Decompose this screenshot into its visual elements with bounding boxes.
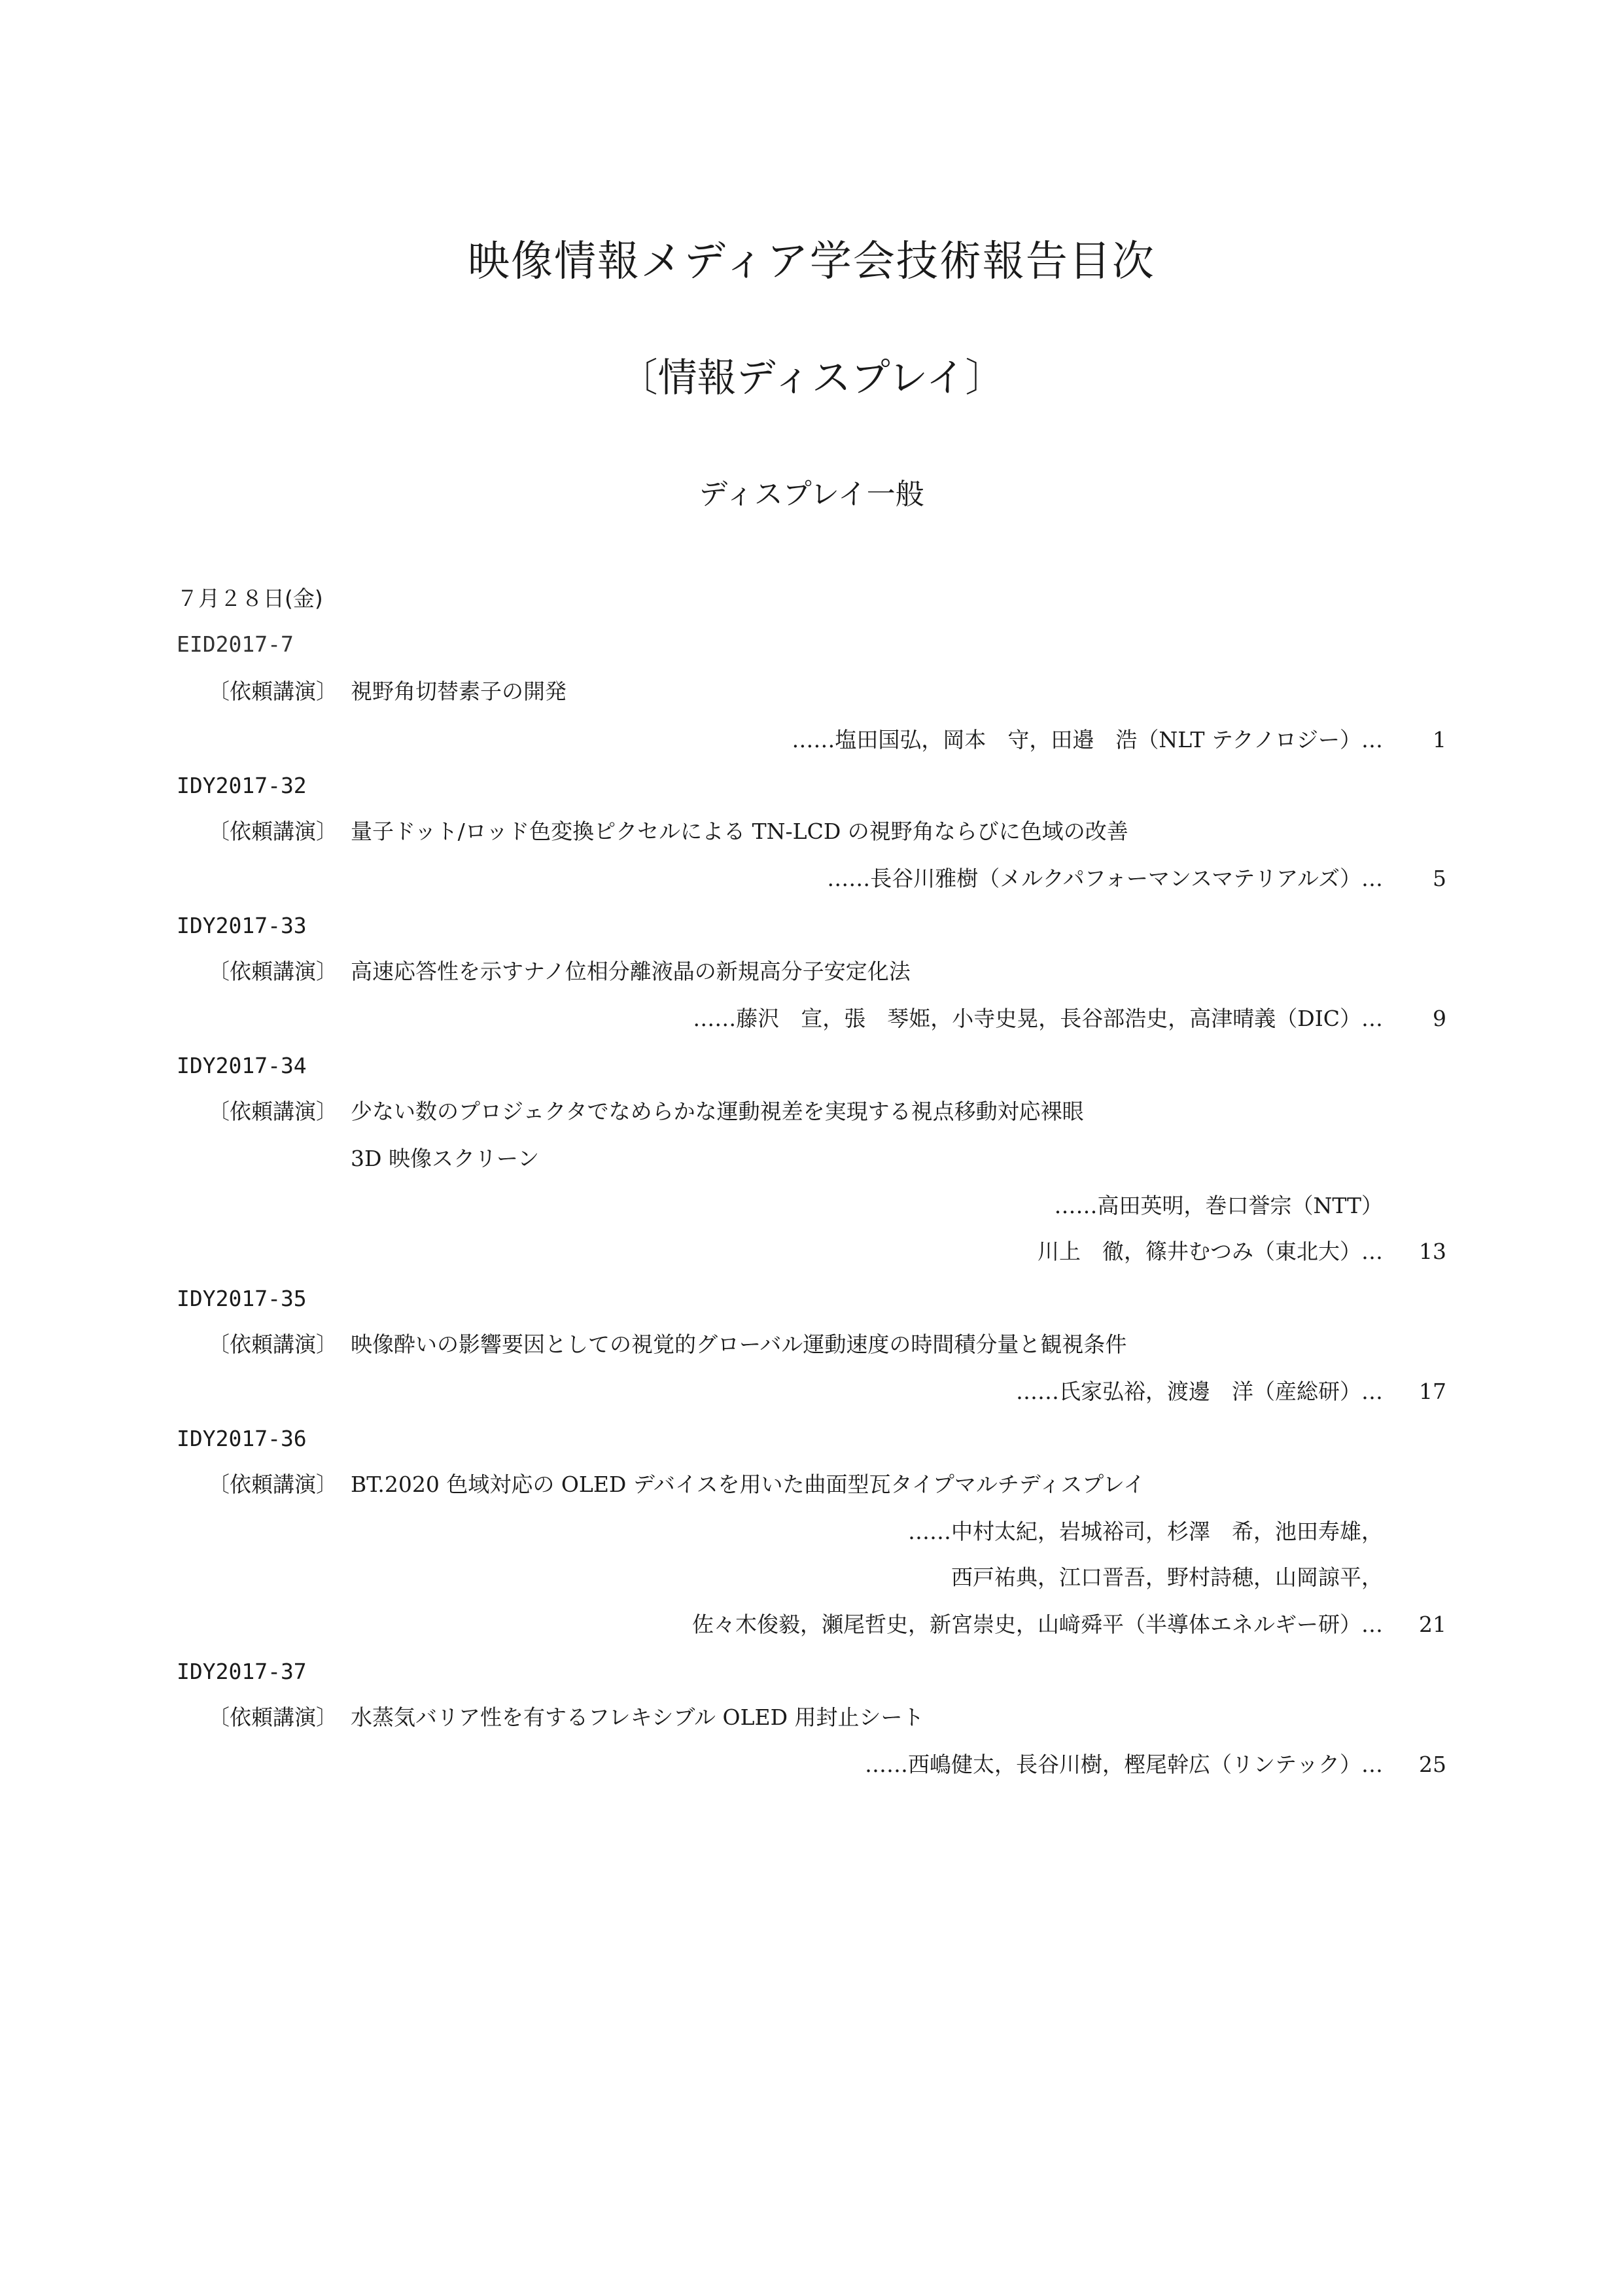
invited-tag: 〔依頼講演〕: [208, 1704, 338, 1730]
paper-authors: ……中村太紀，岩城裕司，杉澤 希，池田寿雄，: [908, 1519, 1383, 1544]
page-number: 21: [1419, 1612, 1446, 1637]
paper-title: 高速応答性を示すナノ位相分離液晶の新規高分子安定化法: [351, 959, 911, 984]
paper-authors: ……氏家弘裕，渡邊 洋（産総研）…: [1016, 1379, 1383, 1404]
paper-authors: ……塩田国弘，岡本 守，田邉 浩（NLT テクノロジー）…: [792, 727, 1383, 752]
paper-authors-continued: 西戸祐典，江口晋吾，野村詩穂，山岡諒平，: [951, 1564, 1383, 1590]
paper-title: 水蒸気バリア性を有するフレキシブル OLED 用封止シート: [351, 1704, 924, 1730]
paper-id: IDY2017-36: [177, 1426, 307, 1451]
page-number: 9: [1433, 1006, 1446, 1031]
paper-title: BT.2020 色域対応の OLED デバイスを用いた曲面型瓦タイプマルチディスプレイ: [351, 1472, 1145, 1497]
page-number: 17: [1419, 1379, 1446, 1404]
paper-authors-continued: 川上 徹，篠井むつみ（東北大）…: [1038, 1239, 1383, 1264]
paper-authors-continued: 佐々木俊毅，瀬尾哲史，新宮崇史，山﨑舜平（半導体エネルギー研）…: [692, 1612, 1383, 1637]
invited-tag: 〔依頼講演〕: [208, 1472, 338, 1497]
page-number: 1: [1433, 727, 1446, 752]
page-title: 映像情報メディア学会技術報告目次: [468, 238, 1155, 286]
category-subtitle: 〔情報ディスプレイ〕: [618, 355, 1005, 401]
paper-authors: ……西嶋健太，長谷川樹，樫尾幹広（リンテック）…: [865, 1752, 1383, 1777]
paper-authors: ……藤沢 宣，張 琴姫，小寺史晃，長谷部浩史，高津晴義（DIC）…: [693, 1006, 1383, 1031]
invited-tag: 〔依頼講演〕: [208, 679, 338, 704]
paper-title: 視野角切替素子の開発: [351, 679, 567, 704]
paper-id: IDY2017-32: [177, 773, 307, 798]
paper-id: IDY2017-35: [177, 1286, 307, 1311]
section-heading: ディスプレイ一般: [699, 478, 924, 511]
paper-id: IDY2017-37: [177, 1659, 307, 1684]
session-date: ７月２８日(金): [177, 586, 323, 611]
invited-tag: 〔依頼講演〕: [208, 819, 338, 844]
paper-authors: ……長谷川雅樹（メルクパフォーマンスマテリアルズ）…: [827, 866, 1383, 891]
paper-title-continued: 3D 映像スクリーン: [351, 1146, 540, 1171]
invited-tag: 〔依頼講演〕: [208, 1099, 338, 1124]
page-number: 5: [1433, 866, 1446, 891]
paper-title: 量子ドット/ロッド色変換ピクセルによる TN-LCD の視野角ならびに色域の改善: [351, 819, 1128, 844]
paper-id: EID2017-7: [177, 631, 294, 657]
invited-tag: 〔依頼講演〕: [208, 959, 338, 984]
paper-authors: ……高田英明，巻口誉宗（NTT）: [1054, 1193, 1383, 1218]
page-number: 13: [1419, 1239, 1446, 1264]
paper-id: IDY2017-34: [177, 1053, 307, 1078]
invited-tag: 〔依頼講演〕: [208, 1332, 338, 1357]
page-number: 25: [1419, 1752, 1446, 1777]
paper-title: 映像酔いの影響要因としての視覚的グローバル運動速度の時間積分量と観視条件: [351, 1332, 1127, 1357]
paper-title: 少ない数のプロジェクタでなめらかな運動視差を実現する視点移動対応裸眼: [351, 1099, 1084, 1124]
paper-id: IDY2017-33: [177, 913, 307, 938]
